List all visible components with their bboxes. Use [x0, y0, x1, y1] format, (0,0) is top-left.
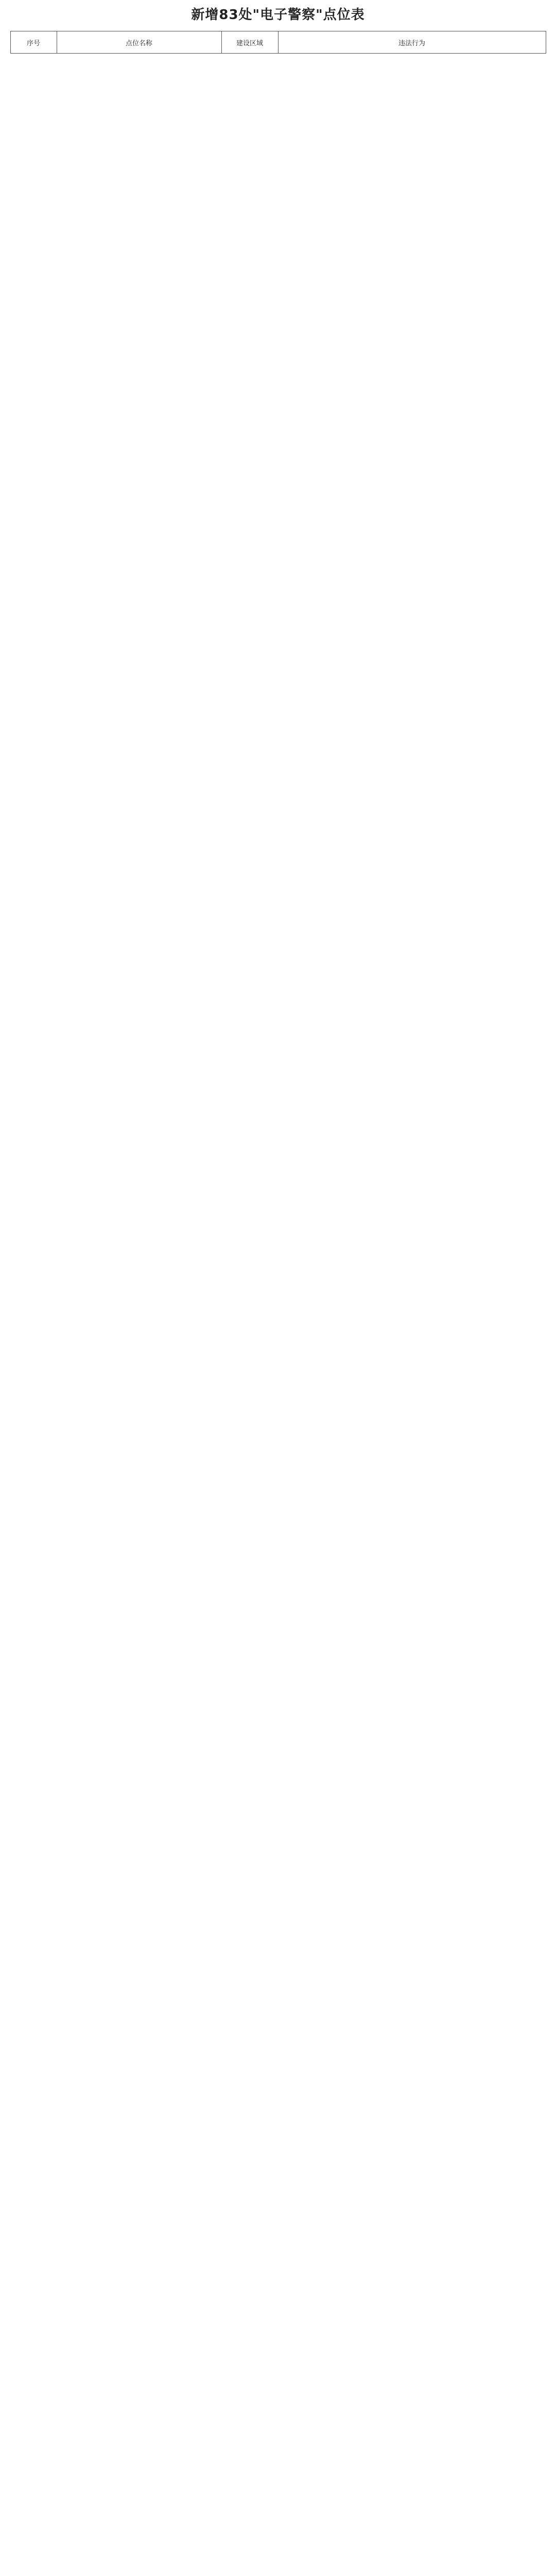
table-header	[10, 31, 546, 54]
column-header-violation: 违法行为	[278, 31, 546, 54]
page-title: 新增83处"电子警察"点位表	[191, 7, 365, 23]
table-header-row	[10, 31, 546, 54]
column-header-district: 建设区域	[221, 31, 278, 54]
camera-point-table	[10, 31, 546, 54]
column-header-location: 点位名称	[57, 31, 221, 54]
column-header-index: 序号	[10, 31, 57, 54]
